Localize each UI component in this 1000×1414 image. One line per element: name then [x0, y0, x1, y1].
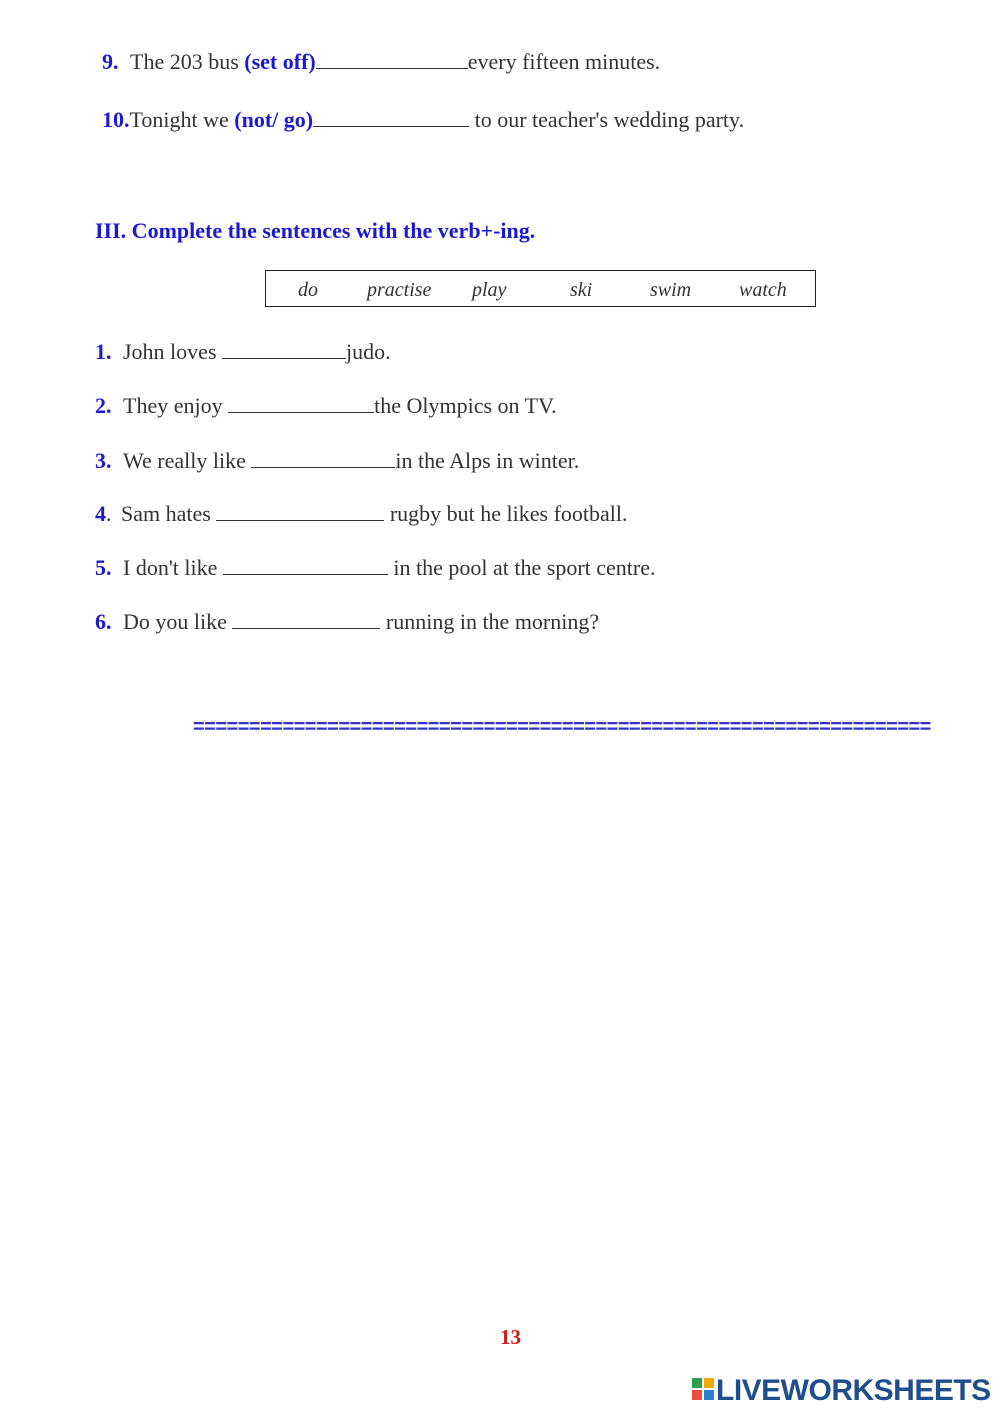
word-box: [265, 270, 816, 307]
sentence-start: John loves: [123, 339, 222, 364]
answer-blank[interactable]: [223, 556, 388, 575]
answer-blank[interactable]: [251, 449, 395, 468]
answer-blank[interactable]: [222, 340, 346, 359]
exercise-item-1: [95, 339, 391, 365]
exercise-item-9: [102, 49, 660, 75]
word-do: do: [298, 279, 318, 301]
sentence-end: to our teacher's wedding party.: [469, 107, 745, 132]
item-number-dot: .: [106, 501, 112, 526]
sentence-end: every fifteen minutes.: [467, 49, 661, 74]
item-number: 5.: [95, 555, 112, 580]
word-play: play: [472, 279, 507, 301]
liveworksheets-logo-icon: [692, 1378, 714, 1400]
sentence-start: The 203 bus: [130, 49, 245, 74]
sentence-start: I don't like: [123, 555, 223, 580]
sentence-start: They enjoy: [123, 393, 229, 418]
section-heading: III. Complete the sentences with the verb+-ing.: [95, 218, 536, 243]
item-number: 3.: [95, 448, 112, 473]
answer-blank[interactable]: [316, 50, 468, 69]
exercise-item-6: [95, 609, 599, 635]
logo-text: LIVEWORKSHEETS: [716, 1374, 991, 1407]
word-watch: watch: [739, 279, 787, 301]
answer-blank[interactable]: [232, 610, 380, 629]
item-number: 6.: [95, 609, 112, 634]
sentence-start: Do you like: [123, 609, 233, 634]
item-number: 1.: [95, 339, 112, 364]
sentence-end: in the Alps in winter.: [395, 448, 580, 473]
verb-hint: (not/ go): [234, 107, 314, 132]
item-number: 4: [95, 501, 106, 526]
verb-hint: (set off): [244, 49, 316, 74]
word-swim: swim: [650, 279, 692, 301]
sentence-end: judo.: [346, 339, 391, 364]
exercise-item-4: [95, 501, 628, 527]
answer-blank[interactable]: [216, 502, 384, 521]
exercise-item-10: [102, 107, 744, 133]
sentence-end: the Olympics on TV.: [374, 393, 557, 418]
word-ski: ski: [570, 279, 593, 301]
sentence-start: Tonight we: [129, 107, 235, 132]
exercise-item-3: [95, 448, 579, 474]
sentence-start: We really like: [123, 448, 252, 473]
exercise-item-2: [95, 393, 557, 419]
sentence-end: running in the morning?: [380, 609, 600, 634]
exercise-item-5: [95, 555, 656, 581]
answer-blank[interactable]: [228, 394, 374, 413]
sentence-end: in the pool at the sport centre.: [387, 555, 656, 580]
section-divider: ==================================================================: [193, 716, 931, 738]
sentence-end: rugby but he likes football.: [384, 501, 628, 526]
page-number: 13: [500, 1325, 521, 1349]
answer-blank[interactable]: [313, 108, 469, 127]
sentence-start: Sam hates: [115, 501, 217, 526]
item-number: 9.: [102, 49, 119, 74]
item-number: 10.: [102, 107, 130, 132]
item-number: 2.: [95, 393, 112, 418]
word-practise: practise: [367, 279, 432, 301]
